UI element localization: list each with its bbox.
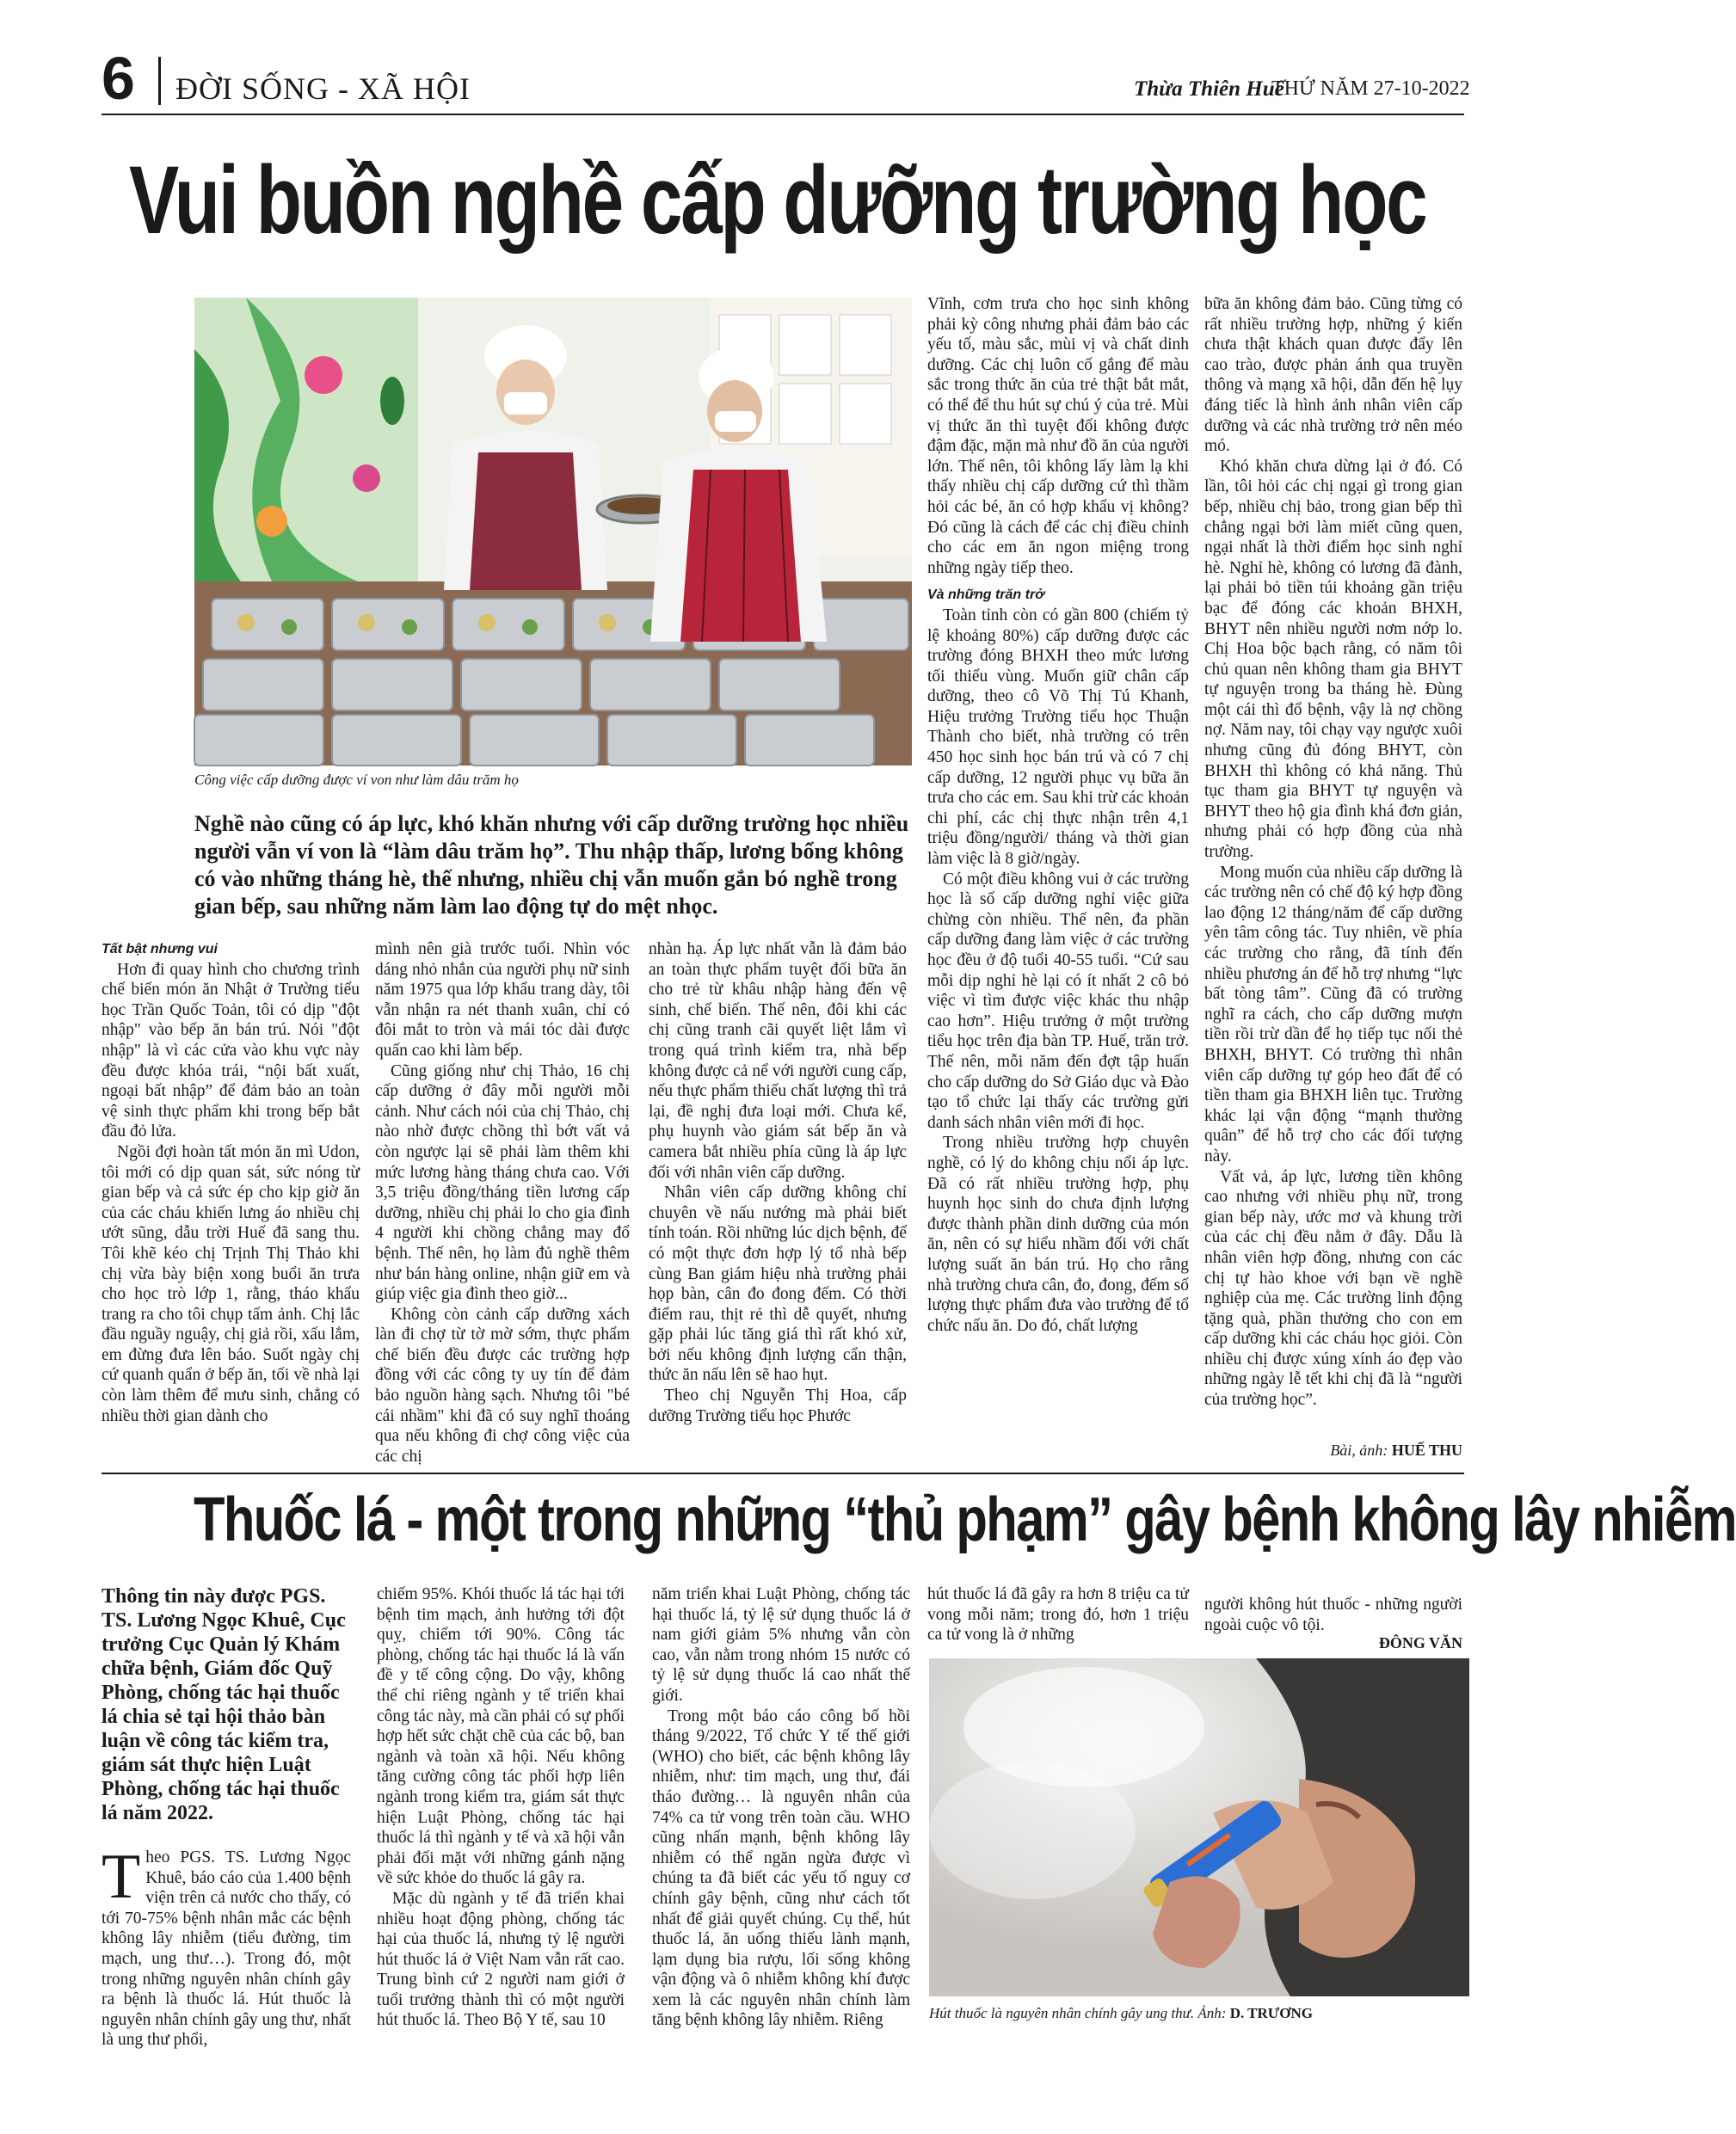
page-number: 6 <box>102 45 135 112</box>
caption-author: D. TRƯƠNG <box>1229 2005 1314 2021</box>
byline-prefix: Bài, ảnh: <box>1330 1442 1392 1459</box>
section-name: ĐỜI SỐNG - XÃ HỘI <box>175 71 471 106</box>
paragraph: Nhân viên cấp dưỡng không chỉ chuyên về nấu nướng mà phải biết tính toán. Rồi những lúc dịch bệnh, để có một thực đơn hợp lý tổ nhà bếp cùng Ban giám hiệu nhà trường phải họp bàn, cân đo đong đếm. Có thời điểm rau, thịt rẻ thì dễ quyết, nhưng gặp phải lúc tăng giá thì rất khó xử, bởi nếu không định lượng cẩn thận, thức ăn nấu lên sẽ hao hụt. <box>649 1184 907 1385</box>
byline-author: HUẾ THU <box>1391 1442 1462 1459</box>
article2-column-1 <box>102 1842 351 2051</box>
paragraph: bữa ăn không đảm bảo. Cũng từng có rất nhiều trường hợp, những ý kiến chưa thật khách quan được đẩy lên cao trào, được phản ánh qua truyền thông và mạng xã hội, dẫn đến hệ lụy đáng tiếc là hình ảnh nhân viên cấp dưỡng và các nhà trường trở nên méo mó. <box>1204 295 1462 456</box>
paragraph: Vất vả, áp lực, lương tiền không cao nhưng với nhiều phụ nữ, trong gian bếp này, ước mơ và khung trời của các chị đều nằm ở đây. Dẫu là nhân viên hợp đồng, nhưng con các chị tự hào khoe với bạn về nghề nghiệp của mẹ. Các trường linh động tặng quà, phần thưởng cho con em cấp dưỡng khi các cháu học giỏi. Còn nhiều chị được xúng xính áo đẹp vào những ngày lễ tết khi chị đã là “người của trường học”. <box>1204 1167 1462 1410</box>
article2-byline: ĐÔNG VĂN <box>1378 1634 1462 1651</box>
paragraph: chiếm 95%. Khói thuốc lá tác hại tới bệnh tim mạch, ảnh hưởng tới đột quỵ, chiếm tới 90%. Công tác phòng, chống tác hại thuốc lá là vấn đề y tế công cộng. Do vậy, không thể chỉ riêng ngành y tế triển khai công tác này, mà cần phải có sự phối hợp hết sức chặt chẽ của các bộ, ban ngành và toàn xã hội. Nếu không tăng cường công tác phối hợp liên ngành trong kiểm tra, giám sát thực hiện Luật Phòng, chống tác hại thuốc lá thì ngành y tế và xã hội vẫn phải đối mặt với những gánh nặng về sức khỏe do thuốc lá gây ra. <box>377 1585 625 1888</box>
article2-column-5 <box>1204 1595 1462 1635</box>
article2-column-2 <box>377 1584 625 2031</box>
vaping-photo <box>929 1658 1469 1996</box>
paragraph: Mong muốn của nhiều cấp dưỡng là các trường nên có chế độ ký hợp đồng lao động 12 tháng/năm để cấp dưỡng yên tâm công tác. Tuy nhiên, về phía các trường cho rằng, đã tính đến nhiều phương án để hỗ trợ nhưng “lực bất tòng tâm”. Cũng đã có trường nghĩ ra cách, cho cấp dưỡng mượn tiền rồi trừ dần để họ tiếp tục nối thẻ BHXH, BHYT. Có trường thì nhân viên cấp dưỡng tự góp heo đất để có tiền tham gia BHXH liên tục. Trường khác lại vận động “mạnh thường quân” để hỗ trợ cho các đối tượng này. <box>1204 863 1462 1165</box>
article2-column-4 <box>927 1584 1189 1645</box>
drop-cap: T <box>102 1842 141 1912</box>
paragraph: Có một điều không vui ở các trường học là số cấp dưỡng nghỉ việc giữa chừng còn nhiều. Thế nên, đa phần cấp dưỡng đang làm việc ở các trường học đều ở độ tuổi 40-55 tuổi. “Cứ sau mỗi dịp nghỉ hè lại có ít nhất 2 cô bỏ việc vì tìm được việc khác thu nhập cao hơn”. Hiệu trưởng ở một trường tiểu học trên địa bàn TP. Huế, trăn trở. Thế nên, mỗi năm đến đợt tập huấn cho cấp dưỡng do Sở Giáo dục và Đào tạo tổ chức lại thấy các trường gửi danh sách nhân viên mới đi học. <box>927 870 1189 1132</box>
kitchen-photo <box>194 298 912 766</box>
article-separator <box>102 1473 1464 1474</box>
header-rule <box>102 114 1464 115</box>
article1-subhead-2: Và những trăn trở <box>927 587 1044 603</box>
article1-headline: Vui buồn nghề cấp dưỡng trường học <box>129 146 1426 254</box>
paragraph: Khó khăn chưa dừng lại ở đó. Có lần, tôi hỏi các chị ngại gì trong gian bếp, nhiều chị bảo, trong gian bếp thì chẳng ngại bởi làm miết cũng quen, ngại nhất là thời điểm học sinh nghỉ hè. Nghỉ hè, không có lương đã đành, lại phải bỏ tiền túi khoảng gần triệu bạc để đóng các khoản BHXH, BHYT nên nhiều người nơm nớp lo. Chị Hoa bộc bạch rằng, có năm tôi chủ quan nên không tham gia BHYT tự nguyện trong ba tháng hè. Đùng một cái thì đổ bệnh, vậy là nợ chồng nợ. Năm nay, tôi chạy vạy ngược xuôi nhưng cũng đủ đóng BHYT, còn BHXH thì không có khả năng. Thủ tục tham gia BHYT tự nguyện và BHYT theo hộ gia đình khá đơn giản, nhưng phải có hợp đồng của nhà trường. <box>1204 457 1462 862</box>
paragraph: Mặc dù ngành y tế đã triển khai nhiều hoạt động phòng, chống tác hại của thuốc lá, nhưng tỷ lệ người hút thuốc lá ở Việt Nam vẫn rất cao. Trung bình cứ 2 người nam giới ở tuổi trưởng thành thì có một người hút thuốc lá. Theo Bộ Y tế, sau 10 <box>377 1889 625 2030</box>
article1-photo-caption: Công việc cấp dưỡng được ví von như làm dâu trăm họ <box>194 772 519 788</box>
paragraph: Ngồi đợi hoàn tất món ăn mì Udon, tôi mới có dịp quan sát, sức nóng từ gian bếp và cả sức ép cho kịp giờ ăn của các cháu khiến lưng áo nhiều chị ướt sũng, dẫu trời Huế đã sang thu. Tôi khẽ kéo chị Trịnh Thị Thảo khi chị vừa bày biện xong buổi ăn trưa cho học trò lớp 1, rằng, tháo khẩu trang ra cho tôi chụp tấm ảnh. Chị lắc đầu nguầy nguậy, chị giả rồi, xấu lắm, em đừng đưa lên báo. Suốt ngày chị cứ quanh quẩn ở bếp ăn, tối về nhà lại còn làm thêm để mưu sinh, chẳng có nhiều thời gian dành cho <box>102 1142 360 1425</box>
article2-headline: Thuốc lá - một trong những “thủ phạm” gây bệnh không lây nhiễm <box>194 1485 1736 1554</box>
issue-date: THỨ NĂM 27-10-2022 <box>1271 77 1470 100</box>
caption-text: Hút thuốc là nguyên nhân chính gây ung thư. Ảnh: <box>929 2005 1230 2021</box>
paragraph: Toàn tỉnh còn có gần 800 (chiếm tỷ lệ khoảng 80%) cấp dưỡng được các trường đóng BHXH theo mức lương tối thiểu vùng. Muốn giữ chân cấp dưỡng, theo cô Võ Thị Tú Khanh, Hiệu trưởng Trường tiểu học Thuận Thành cho biết, nhà trường có trên 450 học sinh học bán trú và có 7 chị cấp dưỡng, 12 người phục vụ bữa ăn trưa cho các em. Sau khi trừ các khoản chi phí, các chị thực nhận trên 4,1 triệu đồng/người/ tháng và thời gian làm việc là 8 giờ/ngày. <box>927 606 1189 869</box>
paragraph: năm triển khai Luật Phòng, chống tác hại thuốc lá, tỷ lệ sử dụng thuốc lá ở nam giới giảm 5% nhưng vẫn còn cao, vẫn nằm trong nhóm 15 nước có tỷ lệ sử dụng thuốc lá cao nhất thế giới. <box>652 1585 910 1705</box>
paragraph: Không còn cảnh cấp dưỡng xách làn đi chợ từ tờ mờ sớm, thực phẩm chế biến đều được các trường hợp đồng với các công ty uy tín để đảm bảo nguồn hàng sạch. Nhưng tôi "bé cái nhầm" khi đã có suy nghĩ thoáng qua nếu không đi chợ công việc của các chị <box>375 1305 630 1466</box>
article1-column-3 <box>649 939 907 1426</box>
newspaper-name: Thừa Thiên Huế <box>1134 77 1284 101</box>
paragraph: Cũng giống như chị Thảo, 16 chị cấp dưỡng ở đây mỗi người mỗi cảnh. Như cách nói của chị Thảo, chị nào nhờ được chồng thì bớt vất vả còn ngược lại sẽ phải làm thêm khi mức lương hàng tháng chưa cao. Với 3,5 triệu đồng/tháng tiền lương cấp dưỡng, nhiều chị phải lo cho gia đình 4 người khi chồng chẳng may đổ bệnh. Thế nên, họ làm đủ nghề thêm như bán hàng online, nhận giữ em và giúp việc gia đình theo giờ... <box>375 1061 630 1304</box>
paragraph: Theo chị Nguyễn Thị Hoa, cấp dưỡng Trường tiểu học Phước <box>649 1387 907 1425</box>
paragraph: mình nên già trước tuổi. Nhìn vóc dáng nhỏ nhắn của người phụ nữ sinh năm 1975 qua lớp khẩu trang dày, tôi vẫn nhận ra nét thanh xuân, chỉ có đôi mắt to tròn và mái tóc dài được quấn cao khi làm bếp. <box>375 940 630 1060</box>
article2-lead: Thông tin này được PGS. TS. Lương Ngọc Khuê, Cục trưởng Cục Quản lý Khám chữa bệnh, Giám đốc Quỹ Phòng, chống tác hại thuốc lá chia sẻ tại hội thảo bàn luận về công tác kiểm tra, giám sát thực hiện Luật Phòng, chống tác hại thuốc lá năm 2022. <box>102 1585 346 1824</box>
paragraph: hút thuốc lá đã gây ra hơn 8 triệu ca tử vong mỗi năm; trong đó, hơn 1 triệu ca tử vong là ở những <box>927 1585 1189 1645</box>
paragraph: Trong một báo cáo công bố hồi tháng 9/2022, Tổ chức Y tế thế giới (WHO) cho biết, các bệnh không lây nhiễm, như: tim mạch, ung thư, đái tháo đường… là nguyên nhân của 74% ca tử vong trên toàn cầu. WHO cũng nhấn mạnh, bệnh không lây nhiễm có thể ngăn ngừa được vì chúng ta đã biết các yếu tố nguy cơ chính gây bệnh, cũng như cách tốt nhất để giải quyết chúng. Cụ thể, hút thuốc lá, ăn uống thiếu lành mạnh, lạm dụng bia rượu, lối sống không vận động và ô nhiễm không khí được xem là các nguyên nhân chính làm tăng bệnh không lây nhiễm. Riêng <box>652 1707 910 2030</box>
article1-subhead-1: Tất bật nhưng vui <box>102 942 218 956</box>
paragraph: Vĩnh, cơm trưa cho học sinh không phải kỳ công nhưng phải đảm bảo các yếu tố, màu sắc, mùi vị và chất dinh dưỡng. Các chị luôn cố gắng để màu sắc trong thức ăn của trẻ thật bắt mắt, có thể để thu hút sự chú ý của trẻ. Mùi vị thức ăn thì tuyệt đối không được đậm đặc, mặn mà như đồ ăn của người lớn. Thế nên, tôi không lấy làm lạ khi thấy nhiều chị cấp dưỡng cứ thì thầm hỏi các bé, ăn có hợp khẩu vị không? Đó cũng là cách để các chị điều chỉnh cho các em ăn ngon miệng trong những ngày tiếp theo. <box>927 295 1189 577</box>
paragraph: heo PGS. TS. Lương Ngọc Khuê, báo cáo của 1.400 bệnh viện trên cả nước cho thấy, có tới 70-75% bệnh nhân mắc các bệnh không lây nhiễm (tiểu đường, tim mạch, ung thư…). Trong đó, một trong những nguyên nhân chính gây ra bệnh là thuốc lá. Hút thuốc là nguyên nhân chính gây ung thư, nhất là ung thư phổi, <box>102 1848 351 2050</box>
paragraph: Hơn đi quay hình cho chương trình chế biến món ăn Nhật ở Trường tiểu học Trần Quốc Toản, tôi có dịp "đột nhập" vào bếp ăn bán trú. Nói "đột nhập" là vì các cửa vào khu vực này đều được khóa trái, “nội bất xuất, ngoại bất nhập” để đảm bảo an toàn vệ sinh thực phẩm khi trong bếp bắt đầu đỏ lửa. <box>102 960 360 1141</box>
header-divider <box>158 57 161 105</box>
article1-lead: Nghề nào cũng có áp lực, khó khăn nhưng với cấp dưỡng trường học nhiều người vẫn ví von là “làm dâu trăm họ”. Thu nhập thấp, lương bổng không có vào những tháng hè, thế nhưng, nhiều chị vẫn muốn gắn bó nghề trong gian bếp, sau những năm làm lao động tự do mệt nhọc. <box>194 811 909 919</box>
paragraph: người không hút thuốc - những người ngoài cuộc vô tội. <box>1204 1596 1462 1634</box>
article1-column-1 <box>102 939 360 1426</box>
paragraph: nhàn hạ. Áp lực nhất vẫn là đảm bảo an toàn thực phẩm tuyệt đối bữa ăn cho trẻ từ khâu nhập hàng đến vệ sinh, chế biến. Thế nên, đôi khi các chị cũng tranh cãi quyết liệt lắm vì trong quá trình kiểm tra, nhà bếp không được cả nể với người cung cấp, nếu thực phẩm thiếu chất lượng thì trả lại, đề nghị đưa loại mới. Chưa kể, phụ huynh vào giám sát bếp ăn và camera bắt nhiều phía cũng là áp lực đối với nhân viên cấp dưỡng. <box>649 940 907 1182</box>
article2-photo-caption <box>929 2004 1469 2023</box>
article1-column-5 <box>1204 294 1462 1411</box>
article1-byline <box>1204 1442 1462 1460</box>
article2-column-3 <box>652 1584 910 2031</box>
article1-column-2 <box>375 939 630 1467</box>
paragraph: Trong nhiều trường hợp chuyên nghề, có lý do không chịu nổi áp lực. Đã có rất nhiều trường hợp, phụ huynh học sinh do chưa định lượng được thành phần dinh dưỡng của món ăn, nên có sự hiểu nhầm đối với chất lượng suất ăn bán trú. Họ cho rằng nhà trường chưa cân, đo, đong, đếm số lượng thực phẩm đưa vào trường để tổ chức nấu ăn. Do đó, chất lượng <box>927 1134 1189 1335</box>
article1-column-4 <box>927 294 1189 1336</box>
